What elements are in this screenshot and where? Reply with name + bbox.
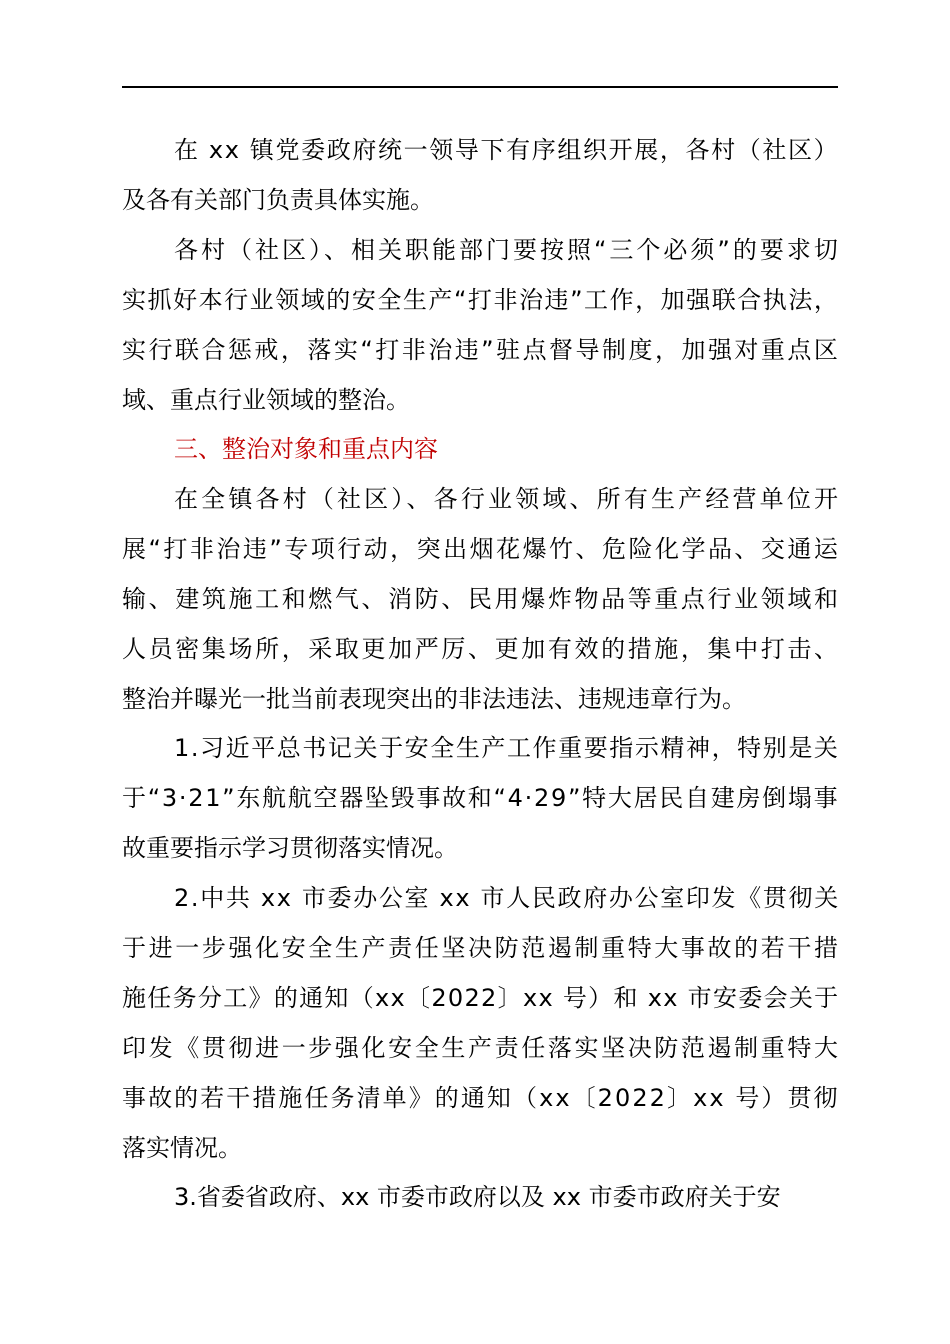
paragraph-1-line-1: 在 xx 镇党委政府统一领导下有序组织开展，各村（社区） bbox=[174, 136, 840, 164]
item-2-line-3: 施任务分工》的通知（xx〔2022〕xx 号）和 xx 市安委会关于 bbox=[122, 984, 840, 1012]
paragraph-2-line-4: 域、重点行业领域的整治。 bbox=[122, 386, 410, 414]
paragraph-3-line-3: 输、建筑施工和燃气、消防、民用爆炸物品等重点行业领域和 bbox=[122, 585, 841, 613]
item-2-line-5: 事故的若干措施任务清单》的通知（xx〔2022〕xx 号）贯彻 bbox=[122, 1084, 840, 1112]
item-2-line-1: 2.中共 xx 市委办公室 xx 市人民政府办公室印发《贯彻关 bbox=[174, 884, 840, 912]
item-1-line-3: 故重要指示学习贯彻落实情况。 bbox=[122, 834, 458, 862]
paragraph-3-line-2: 展“打非治违”专项行动，突出烟花爆竹、危险化学品、交通运 bbox=[122, 535, 841, 563]
paragraph-3-line-1: 在全镇各村（社区）、各行业领域、所有生产经营单位开 bbox=[174, 485, 842, 513]
item-2-line-2: 于进一步强化安全生产责任坚决防范遏制重特大事故的若干措 bbox=[122, 934, 841, 962]
paragraph-1-line-2: 及各有关部门负责具体实施。 bbox=[122, 186, 434, 214]
header-rule bbox=[122, 86, 838, 88]
paragraph-2-line-3: 实行联合惩戒，落实“打非治违”驻点督导制度，加强对重点区 bbox=[122, 336, 841, 364]
paragraph-2-line-2: 实抓好本行业领域的安全生产“打非治违”工作，加强联合执法， bbox=[122, 286, 840, 314]
paragraph-3-line-5: 整治并曝光一批当前表现突出的非法违法、违规违章行为。 bbox=[122, 685, 746, 713]
item-2-line-4: 印发《贯彻进一步强化安全生产责任落实坚决防范遏制重特大 bbox=[122, 1034, 841, 1062]
item-1-line-2: 于“3·21”东航航空器坠毁事故和“4·29”特大居民自建房倒塌事 bbox=[122, 784, 840, 812]
item-1-line-1: 1.习近平总书记关于安全生产工作重要指示精神，特别是关 bbox=[174, 734, 840, 762]
paragraph-3-line-4: 人员密集场所，采取更加严厉、更加有效的措施，集中打击、 bbox=[122, 635, 841, 663]
paragraph-2-line-1: 各村（社区）、相关职能部门要按照“三个必须”的要求切 bbox=[174, 236, 841, 264]
item-3-line-1: 3.省委省政府、xx 市委市政府以及 xx 市委市政府关于安 bbox=[174, 1183, 781, 1211]
section-heading: 三、整治对象和重点内容 bbox=[174, 435, 438, 463]
item-2-line-6: 落实情况。 bbox=[122, 1134, 242, 1162]
